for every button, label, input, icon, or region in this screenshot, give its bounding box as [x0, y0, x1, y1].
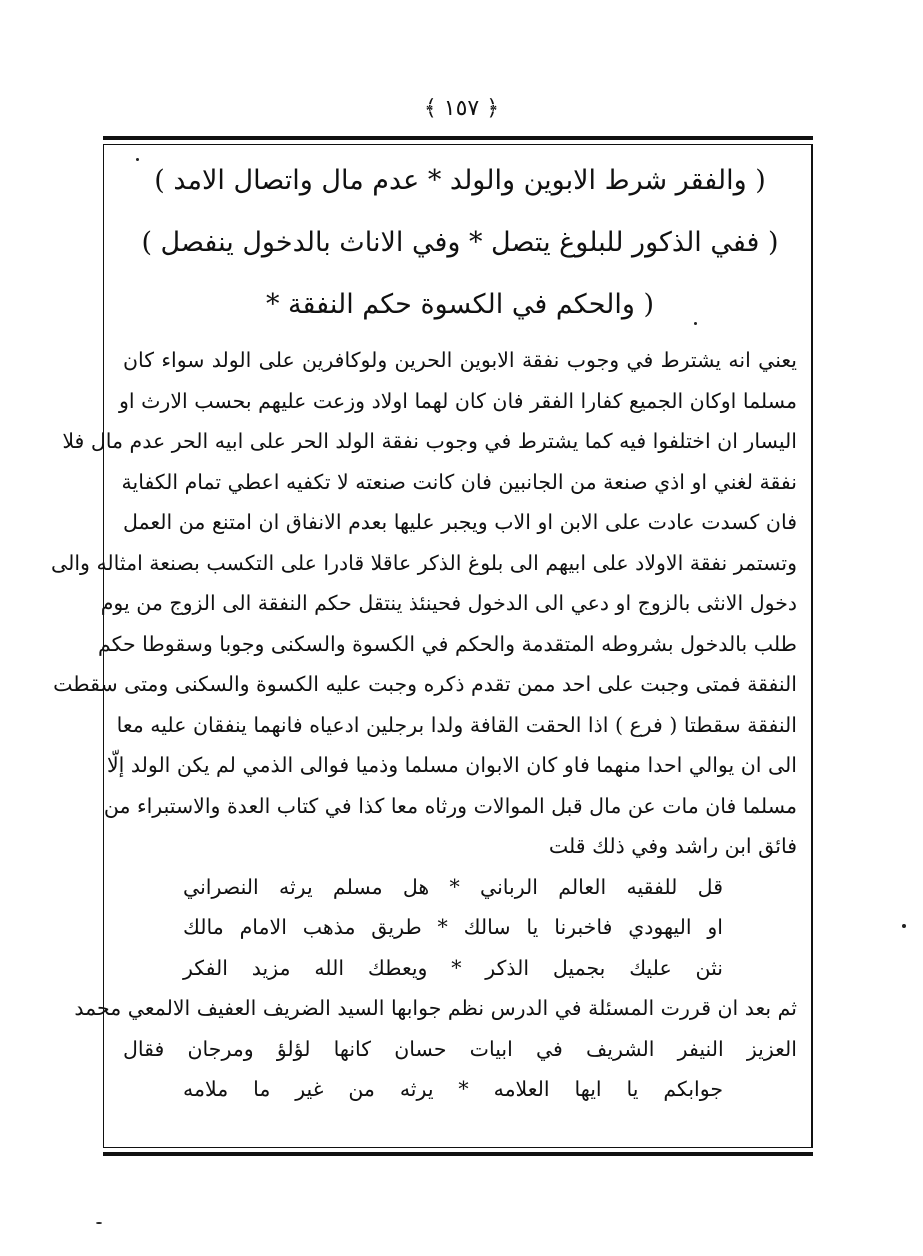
frame-bottom-rule — [103, 1152, 813, 1156]
text-line: نفقة لغني او اذي صنعة من الجانبين فان كانت صنعته لا تكفيه اعطي تمام الكفاية — [121, 469, 797, 494]
text-line: دخول الانثى بالزوج او دعي الى الدخول فحينئذ ينتقل حكم النفقة الى الزوج من يوم — [100, 591, 797, 615]
poem-line: نثن عليك بجميل الذكر * ويعطك الله مزيد الفكر — [183, 955, 723, 980]
page-frame — [51, 136, 813, 1156]
poem-line: او اليهودي فاخبرنا يا سالك * طريق مذهب الامام مالك — [183, 915, 723, 939]
poem-line: جوابكم يا ايها العلامه * يرثه من غير ما ملامه — [183, 1077, 723, 1101]
page-body — [51, 150, 797, 1142]
commentary-text — [51, 340, 797, 1110]
page-number: ﴿ ١٥٧ ﴾ — [423, 96, 500, 121]
poem-line: قل للفقيه العالم الرباني * هل مسلم يرثه النصراني — [183, 874, 723, 899]
text-line: ثم بعد ان قررت المسئلة في الدرس نظم جوابها السيد الضريف العفيف الالمعي محمد — [74, 996, 797, 1020]
verse-line: ( والفقر شرط الابوين والولد * عدم مال واتصال الامد ) — [154, 165, 766, 196]
text-line: مسلما اوكان الجميع كفارا الفقر فان كان لهما اولاد وزعت عليهم بحسب الارث او — [119, 388, 797, 413]
text-line: مسلما فان مات عن مال قبل الموالات ورثاه معا كذا في كتاب العدة والاستبراء من — [103, 793, 797, 818]
text-line: النفقة سقطتا ( فرع ) اذا الحقت القافة ولدا برجلين ادعياه فانهما ينفقان عليه معا — [116, 712, 797, 737]
text-line: فان كسدت عادت على الابن او الاب ويجبر عليها بعدم الانفاق ان امتنع من العمل — [123, 510, 797, 534]
scan-speck — [96, 1222, 102, 1224]
verse-line: ( والحكم في الكسوة حكم النفقة * — [265, 289, 655, 320]
scan-speck — [902, 924, 906, 928]
frame-top-inner-rule — [103, 144, 813, 145]
frame-right-rule — [811, 144, 813, 1148]
text-line: الى ان يوالي احدا منهما فاو كان الابوان مسلما وذميا فوالى الذمي لم يكن الولد إلّا — [106, 753, 797, 777]
text-line: طلب بالدخول بشروطه المتقدمة والحكم في الكسوة والسكنى وجوبا وسقوطا حكم — [98, 631, 797, 656]
scan-speck — [694, 322, 697, 325]
text-line: وتستمر نفقة الاولاد على ابيهم الى بلوغ الذكر عاقلا قادرا على التكسب بصنعة امثاله والى — [51, 550, 797, 575]
text-line: العزيز النيفر الشريف في ابيات حسان كانها لؤلؤ ومرجان فقال — [123, 1036, 797, 1061]
text-line: النفقة فمتى وجبت على احد ممن تقدم ذكره وجبت عليه الكسوة والسكنى ومتى سقطت — [53, 672, 797, 696]
frame-bottom-inner-rule — [103, 1147, 813, 1148]
frame-top-rule — [103, 136, 813, 140]
text-line: اليسار ان اختلفوا فيه كما يشترط في وجوب نفقة الولد الحر على ابيه الحر عدم مال فلا — [62, 429, 797, 453]
verse-line: ( ففي الذكور للبلوغ يتصل * وفي الاناث بالدخول ينفصل ) — [141, 227, 779, 258]
text-line: يعني انه يشترط في وجوب نفقة الابوين الحرين ولوكافرين على الولد سواء كان — [123, 348, 797, 372]
scan-speck — [136, 158, 139, 161]
text-line: فائق ابن راشد وفي ذلك قلت — [548, 834, 797, 858]
